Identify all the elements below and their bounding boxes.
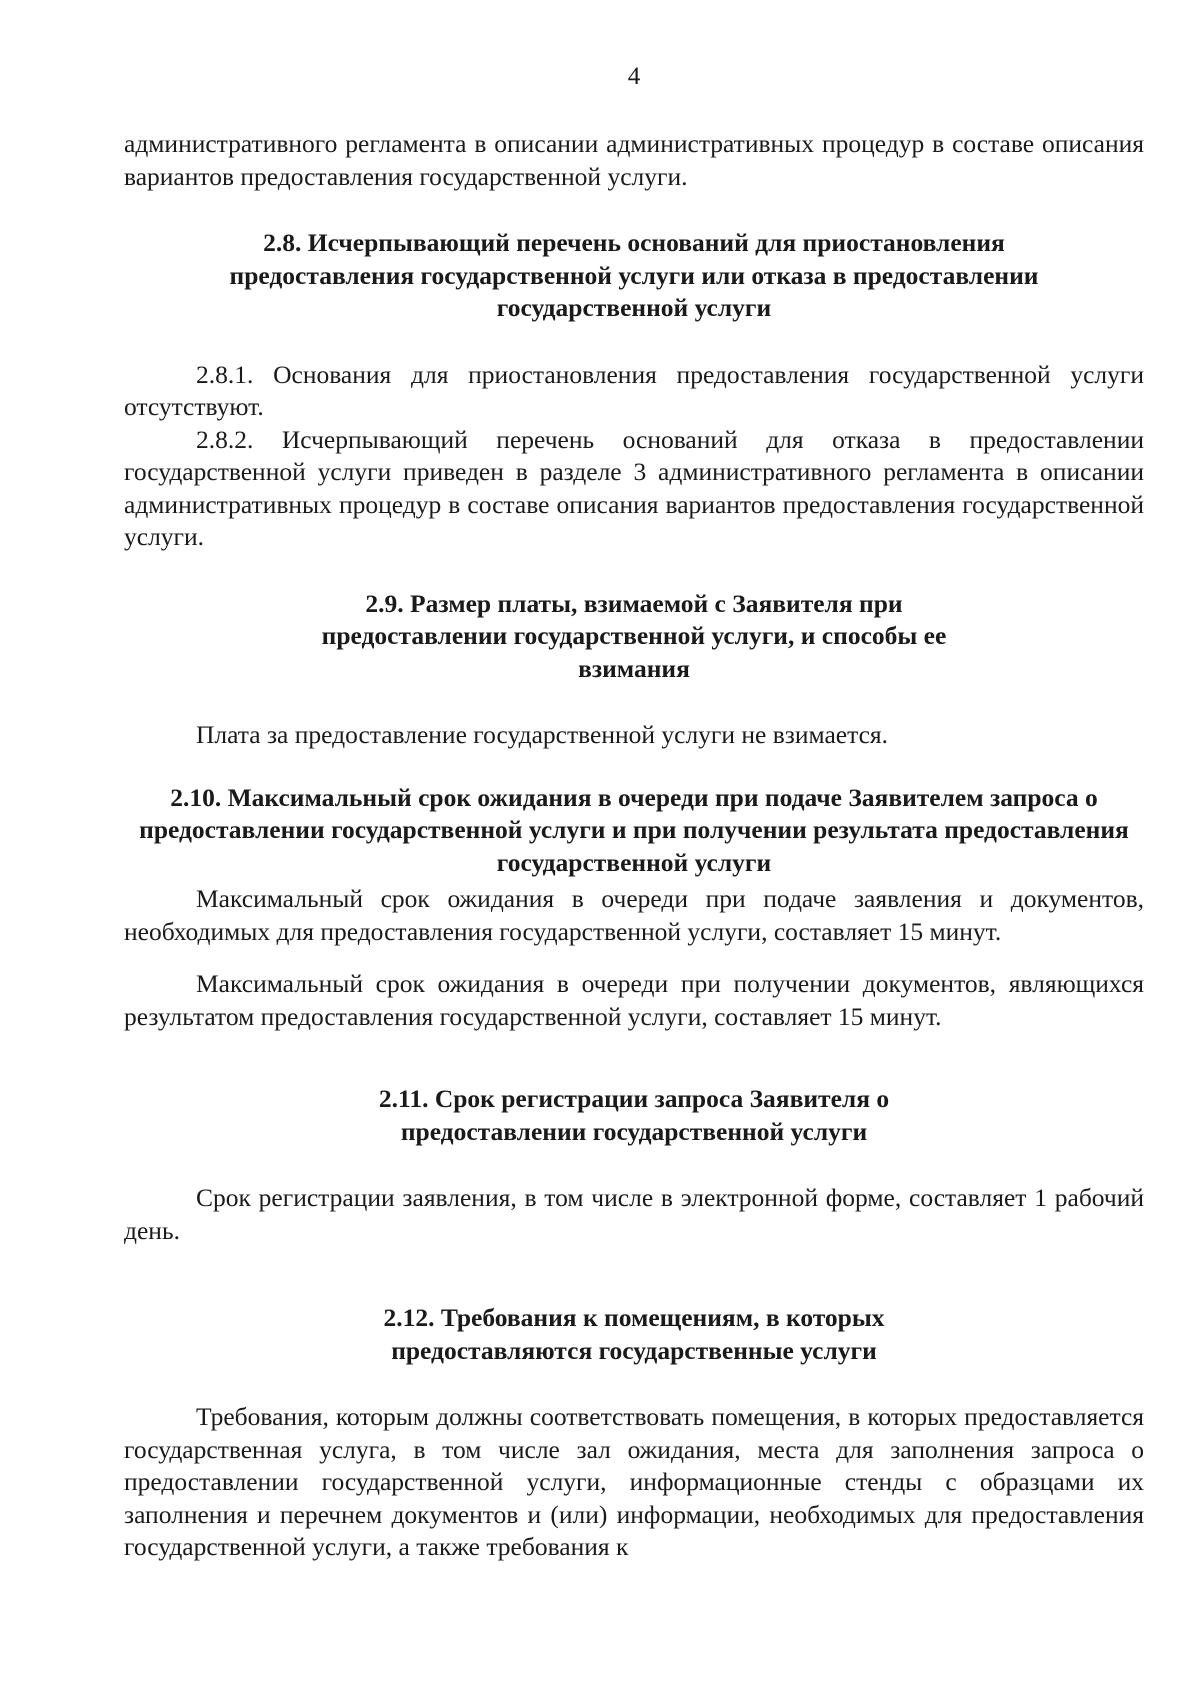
section-heading-2-12: 2.12. Требования к помещениям, в которых предоставляются государственные услуги [383, 1303, 885, 1365]
section-heading-2-10: 2.10. Максимальный срок ожидания в очереди при подаче Заявителем запроса о предоставлении государственной услуги и при получении результата предоставления государственной услуги [139, 782, 1129, 877]
section-heading-2-8: 2.8. Исчерпывающий перечень оснований для приостановления предоставления государственной услуги или отказа в предоставлении государственной услуги [229, 228, 1039, 322]
section-heading-2-11: 2.11. Срок регистрации запроса Заявителя о предоставлении государственной услуги [378, 1084, 890, 1146]
page-number: 4 [627, 63, 641, 90]
paragraph-2-12-1: Требования, которым должны соответствовать помещения, в которых предоставляется государственная услуга, в том числе зал ожидания, места для заполнения запроса о предоставлении государственной услуги, информационные стенды с образцами их заполнения и перечнем документов и (или) информации, необходимых для предоставления государственной услуги, а также требования к [124, 1402, 1144, 1561]
paragraph-2-11-1: Срок регистрации заявления, в том числе в электронной форме, составляет 1 рабочий день. [124, 1183, 1144, 1245]
section-heading-2-9: 2.9. Размер платы, взимаемой с Заявителя при предоставлении государственной услуги, и способы ее взимания [321, 588, 947, 683]
paragraph-2-10-1: Максимальный срок ожидания в очереди при подаче заявления и документов, необходимых для предоставления государственной услуги, составляет 15 минут. [124, 884, 1144, 946]
paragraph-2-8-2: 2.8.2. Исчерпывающий перечень оснований для отказа в предоставлении государственной услуги приведен в разделе 3 административного регламента в описании административных процедур в составе описания вариантов предоставления государственной услуги. [124, 424, 1144, 551]
paragraph-2-8-1: 2.8.1. Основания для приостановления предоставления государственной услуги отсутствуют. [124, 359, 1144, 421]
intro-paragraph: административного регламента в описании административных процедур в составе описания вариантов предоставления государственной услуги. [124, 129, 1144, 191]
document-page [124, 62, 1144, 1564]
paragraph-2-9-1: Плата за предоставление государственной услуги не взимается. [196, 720, 888, 749]
paragraph-2-10-2: Максимальный срок ожидания в очереди при получении документов, являющихся результатом предоставления государственной услуги, составляет 15 минут. [124, 969, 1144, 1031]
